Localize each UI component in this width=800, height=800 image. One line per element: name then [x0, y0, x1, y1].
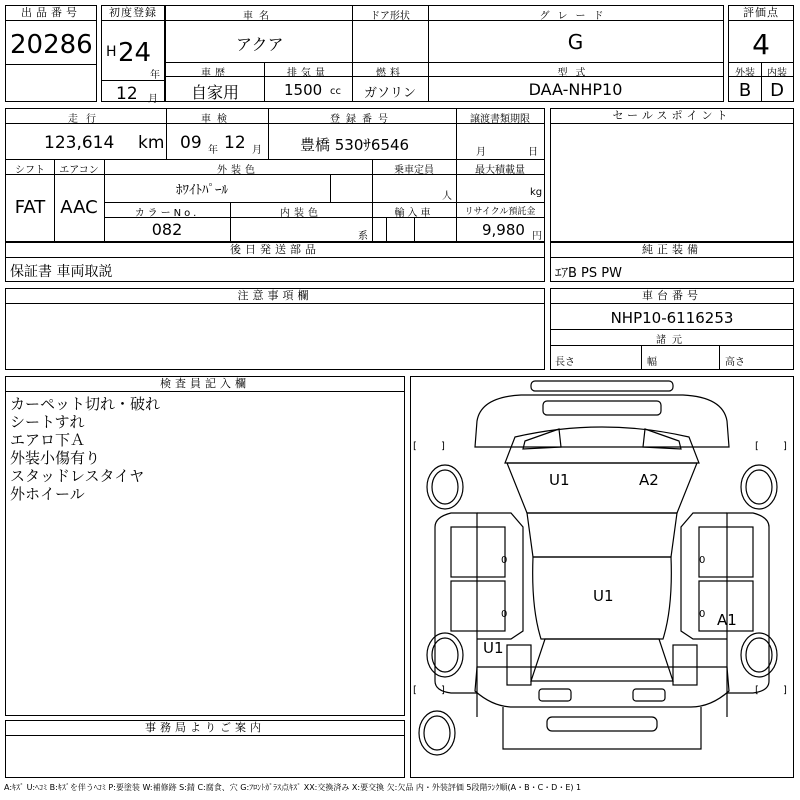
later-parts-box: [5, 242, 545, 282]
transfer-month-unit: 月: [476, 147, 486, 158]
transfer-day-unit: 日: [528, 147, 538, 158]
equipment: ｴｱB PS PW: [555, 266, 622, 281]
caution-box: [5, 288, 545, 370]
width-label: 幅: [647, 357, 657, 368]
inspection-label: 車検: [201, 114, 233, 125]
svg-text:]: ]: [441, 685, 445, 696]
inspector-label: 検査員記入欄: [6, 377, 404, 392]
caution-label: 注意事項欄: [6, 289, 544, 304]
score: 4: [752, 28, 770, 61]
damage-mark: U1: [483, 639, 504, 657]
equipment-label: 純正装備: [551, 243, 793, 258]
year-unit: 年: [150, 70, 160, 81]
grade: G: [567, 30, 584, 54]
ac-label: エアコン: [59, 165, 99, 176]
sales-point-box: [550, 108, 794, 242]
interior-label: 内装: [767, 68, 787, 79]
length-label: 長さ: [555, 357, 575, 368]
month: 12: [116, 84, 138, 104]
car-name-label: 車名: [243, 11, 275, 22]
grade-label: グレード: [539, 11, 612, 22]
svg-text:0: 0: [699, 609, 706, 620]
first-registration-box: [101, 5, 165, 105]
svg-text:]: ]: [783, 685, 787, 696]
vehicle-info-box: [165, 5, 724, 102]
score-label: 評価点: [729, 6, 793, 21]
svg-text:[: [: [755, 685, 759, 696]
fuel-label: 燃料: [376, 68, 404, 79]
displacement-label: 排気量: [287, 68, 329, 79]
inspector-line: カーペット切れ・破れ: [10, 395, 161, 413]
recycle-unit: 円: [532, 231, 542, 242]
svg-text:0: 0: [501, 609, 508, 620]
door-label: ドア形状: [370, 11, 410, 22]
score-box: [728, 5, 794, 102]
interior-grade: D: [770, 80, 784, 101]
int-color-label: 内装色: [280, 208, 322, 219]
load-label: 最大積載量: [475, 165, 525, 176]
damage-mark: A1: [717, 611, 737, 629]
svg-text:[: [: [413, 441, 417, 452]
office-box: [5, 720, 405, 778]
inspector-line: エアロ下Ａ: [10, 431, 86, 449]
car-name: アクア: [236, 35, 284, 54]
month-unit: 月: [148, 94, 158, 105]
lot-box: [5, 5, 97, 102]
sales-point-label: セールスポイント: [551, 109, 793, 124]
model: DAA-NHP10: [528, 80, 623, 99]
later-parts-label: 後日発送部品: [6, 243, 544, 258]
svg-text:0: 0: [699, 555, 706, 566]
int-color-unit: 系: [358, 231, 368, 242]
insp-month-unit: 月: [252, 145, 262, 156]
capacity-unit: 人: [442, 191, 452, 202]
insp-year: 09: [180, 133, 202, 153]
import-label: 輸入車: [394, 208, 434, 219]
model-label: 型式: [557, 68, 594, 79]
displacement: 1500: [284, 81, 323, 99]
shift: FAT: [14, 197, 46, 218]
history: 自家用: [190, 83, 239, 102]
chassis-box: [550, 288, 794, 370]
damage-mark: U1: [549, 471, 570, 489]
mileage-label: 走行: [68, 114, 104, 125]
office-label: 事務局よりご案内: [6, 721, 404, 736]
svg-text:0: 0: [501, 555, 508, 566]
inspector-lines: [10, 395, 160, 503]
damage-mark: U1: [593, 587, 614, 605]
recycle-label: リサイクル預託金: [464, 207, 536, 217]
fuel: ガソリン: [363, 86, 416, 101]
later-parts: 保証書 車両取説: [10, 264, 113, 280]
mileage: 123,614: [44, 133, 115, 153]
spec-label: 諸元: [656, 335, 688, 346]
transfer-label: 譲渡書類期限: [470, 114, 530, 125]
color-no-label: カラーNo.: [134, 208, 200, 219]
recycle: 9,980: [482, 221, 525, 239]
inspector-line: 外装小傷有り: [10, 449, 101, 467]
details-box: [5, 108, 545, 242]
svg-text:[: [: [413, 685, 417, 696]
displacement-unit: cc: [330, 86, 341, 97]
inspector-line: 外ホイール: [10, 485, 85, 503]
car-outline: [411, 377, 793, 777]
inspector-line: スタッドレスタイヤ: [10, 467, 145, 485]
equipment-box: [550, 242, 794, 282]
year: 24: [118, 38, 152, 68]
mileage-unit: km: [138, 133, 165, 153]
plate: 豊橋 530ｻ6546: [300, 136, 410, 154]
first-reg-label: 初度登録: [102, 6, 164, 21]
exterior-label: 外装: [735, 68, 755, 79]
color: ﾎﾜｲﾄﾊﾟｰﾙ: [176, 183, 228, 198]
history-label: 車歴: [201, 68, 229, 79]
insp-year-unit: 年: [208, 145, 218, 156]
damage-mark: A2: [639, 471, 659, 489]
height-label: 高さ: [725, 357, 745, 368]
ac: AAC: [60, 197, 98, 218]
svg-text:[: [: [755, 441, 759, 452]
plate-label: 登録番号: [330, 114, 394, 125]
exterior-grade: B: [738, 80, 752, 101]
lot-label: 出品番号: [6, 6, 96, 21]
shift-label: シフト: [15, 165, 45, 176]
insp-month: 12: [224, 133, 246, 153]
chassis-label: 車台番号: [551, 289, 793, 304]
inspector-box: [5, 376, 405, 716]
legend: A:ｷｽﾞ U:ﾍｺﾐ B:ｷｽﾞを伴うﾍｺﾐ P:要塗装 W:補修跡 S:錆 C:腐食、穴 G:ﾌﾛﾝﾄｶﾞﾗｽ点ｷｽﾞ XX:交換済み X:要交換 欠:欠品 内・外装評価 5段階ﾗﾝｸ順(A・B・C・D・E) 1: [4, 783, 582, 792]
svg-text:]: ]: [783, 441, 787, 452]
load-unit: kg: [530, 187, 543, 198]
car-diagram: [410, 376, 794, 778]
color-label: 外装色: [217, 165, 259, 176]
lot-number: 20286: [10, 30, 93, 60]
chassis-number: NHP10-6116253: [610, 309, 734, 327]
color-no: 082: [151, 220, 183, 239]
svg-text:]: ]: [441, 441, 445, 452]
capacity-label: 乗車定員: [394, 165, 434, 176]
inspector-line: シートすれ: [10, 413, 85, 431]
era: H: [106, 44, 117, 60]
